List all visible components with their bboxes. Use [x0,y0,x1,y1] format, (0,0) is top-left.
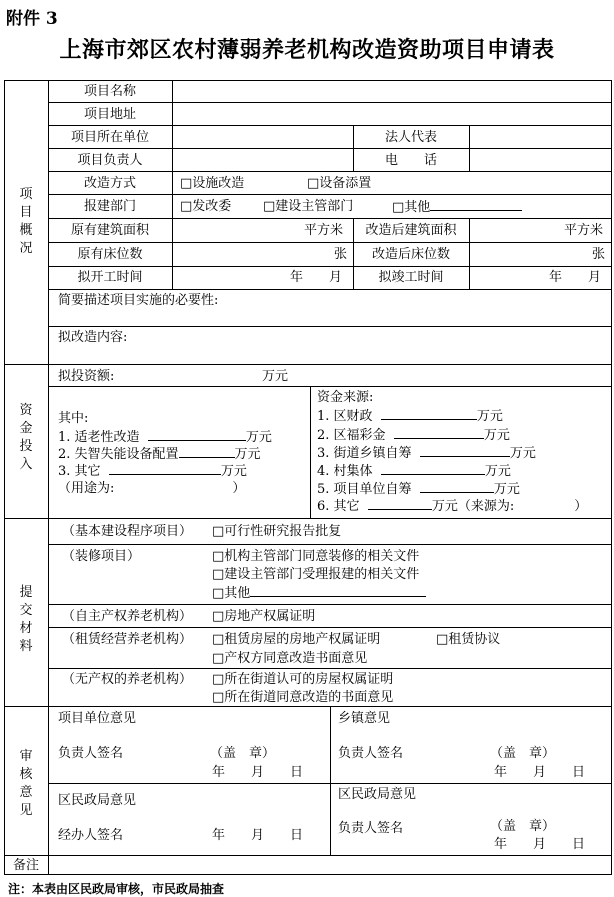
row-line [48,194,612,195]
unit-sqm: 平方米 [304,223,344,238]
row-line [48,218,612,219]
label-new-beds: 改造后床位数 [371,247,450,262]
source-blank[interactable] [420,445,510,457]
form-title: 上海市郊区农村薄弱养老机构改造资助项目申请表 [59,37,555,63]
checkbox-feasibility[interactable]: □可行性研究报告批复 [212,524,342,539]
section-divider [4,364,612,365]
source-lottery [317,427,510,443]
start-year-month: 年 月 [290,270,343,285]
material-row-label: （无产权的养老机构） [62,672,193,687]
column-line [330,706,331,855]
remark-field[interactable] [50,857,610,874]
checkbox-construction-dept[interactable]: □建设主管部门 [263,199,354,214]
label-phone: 电 话 [384,153,437,168]
material-other-text: □其他 [212,586,251,601]
project-address-field[interactable] [174,104,610,123]
remark-label: 备注 [12,858,39,873]
source-unit: 万元 [483,428,510,443]
label-unit: 项目所在单位 [70,130,149,145]
purpose-close: ） [232,481,246,496]
material-other-blank[interactable] [250,585,426,597]
bureau-date: 年 月 日 [494,837,586,852]
label-invest: 拟投资额: [58,369,115,384]
source-blank[interactable] [381,463,485,475]
material-row-label: （装修项目） [62,549,141,564]
source-unit: 万元 [476,409,503,424]
source-street [317,445,536,461]
source-blank[interactable] [368,498,432,510]
row-line [48,289,612,290]
label-start-time: 拟开工时间 [77,270,143,285]
row-line [48,604,612,605]
manager-field[interactable] [174,150,351,169]
row-line [48,171,612,172]
source-blank[interactable] [381,408,477,420]
fund-unit: 万元 [234,447,261,462]
end-year-month: 年 月 [549,270,602,285]
town-date: 年 月 日 [494,765,586,780]
label-orig-area: 原有建筑面积 [70,223,149,238]
row-line [48,266,612,267]
fund-blank[interactable] [179,446,235,458]
section-label-text: 审核意见 [19,749,33,818]
label-manager: 项目负责人 [77,153,143,168]
handler-sign-label: 经办人签名 [58,828,124,843]
unit-date: 年 月 日 [212,765,304,780]
fund-item-text: 3. 其它 [58,464,101,479]
purpose-text: （用途为: [58,481,115,496]
town-opinion-label: 乡镇意见 [338,711,391,726]
label-orig-beds: 原有床位数 [77,247,143,262]
row-line [48,668,612,669]
section-label-materials [4,584,48,656]
section-label-text: 项目概况 [19,187,33,256]
fund-purpose [58,481,245,496]
unit-sqm: 平方米 [564,223,604,238]
checkbox-facility-renovation[interactable]: □设施改造 [180,176,245,191]
label-project-address: 项目地址 [83,107,136,122]
row-line [48,102,612,103]
legal-rep-field[interactable] [471,127,610,146]
section-label-text: 资金投入 [19,403,33,472]
label-end-time: 拟竣工时间 [378,270,444,285]
fund-item-other [58,463,247,479]
source-tail: 万元（来源为: [431,499,515,514]
checkbox-street-property-cert[interactable]: □所在街道认可的房屋权属证明 [212,672,394,687]
label-mode: 改造方式 [83,176,136,191]
row-line [48,544,612,545]
row-line [48,242,612,243]
checkbox-construction-filing[interactable]: □建设主管部门受理报建的相关文件 [212,567,420,582]
fund-item-text: 2. 失智失能设备配置 [58,447,179,462]
unit-sign-label: 负责人签名 [58,746,124,761]
section-label-text: 提交材料 [19,585,33,654]
unit-opinion-label: 项目单位意见 [58,711,137,726]
source-text: 2. 区福彩金 [317,428,386,443]
column-line [310,386,311,518]
project-name-field[interactable] [174,82,610,101]
section-divider [4,518,612,519]
section-label-funding [4,402,48,474]
dept-other-text: □其他 [392,200,431,215]
phone-field[interactable] [471,150,610,169]
checkbox-street-consent[interactable]: □所在街道同意改造的书面意见 [212,690,394,705]
source-blank[interactable] [394,427,484,439]
footer-note: 注：本表由区民政局审核，市民政局抽查 [8,882,225,896]
column-line [172,80,173,289]
row-line [48,326,612,327]
fund-item-dementia [58,446,261,462]
town-seal: （盖 章） [490,746,556,761]
checkbox-lease-agreement[interactable]: □租赁协议 [436,632,501,647]
source-self [317,481,520,497]
source-other [317,498,587,514]
label-new-area: 改造后建筑面积 [365,223,457,238]
checkbox-owner-consent[interactable]: □产权方同意改造书面意见 [212,651,368,666]
source-close: ） [574,499,588,514]
checkbox-leased-property-cert[interactable]: □租赁房屋的房地产权属证明 [212,632,381,647]
bureau-seal: （盖 章） [490,819,556,834]
label-source: 资金来源: [317,390,374,405]
material-row-label: （租赁经营养老机构） [62,632,193,647]
checkbox-property-cert[interactable]: □房地产权属证明 [212,609,316,624]
source-text: 6. 其它 [317,499,360,514]
row-line [48,627,612,628]
unit-seal: （盖 章） [210,746,276,761]
source-district-finance [317,408,503,424]
source-text: 3. 街道乡镇自筹 [317,446,412,461]
checkbox-dept-other[interactable] [392,199,522,215]
column-line [469,125,470,172]
checkbox-ndrc[interactable]: □发改委 [180,199,232,214]
district-opinion-label: 区民政局意见 [58,793,137,808]
district-date: 年 月 日 [212,828,304,843]
row-line [48,386,612,387]
source-text: 4. 村集体 [317,464,373,479]
section-divider [4,706,612,707]
checkbox-material-other[interactable] [212,585,426,601]
fund-blank[interactable] [148,429,246,441]
section-divider [4,855,612,856]
source-text: 5. 项目单位自筹 [317,482,412,497]
fund-blank[interactable] [109,463,221,475]
section-label-review [4,748,48,820]
bureau-opinion-label: 区民政局意见 [338,787,417,802]
invest-unit: 万元 [262,369,289,384]
source-unit: 万元 [509,446,536,461]
source-unit: 万元 [493,482,520,497]
section-label-overview [4,186,48,258]
fund-item-text: 1. 适老性改造 [58,430,140,445]
unit-beds: 张 [334,247,348,262]
column-line [469,218,470,289]
source-text: 1. 区财政 [317,409,373,424]
label-dept: 报建部门 [83,199,136,214]
town-sign-label: 负责人签名 [338,746,404,761]
source-blank[interactable] [420,481,494,493]
bureau-sign-label: 负责人签名 [338,821,404,836]
label-necessity: 简要描述项目实施的必要性: [58,293,219,308]
material-row-label: （基本建设程序项目） [62,524,193,539]
row-line [48,148,612,149]
source-village [317,463,511,479]
label-project-name: 项目名称 [83,84,136,99]
fund-unit: 万元 [245,430,272,445]
attachment-label: 附件 3 [6,9,58,29]
source-unit: 万元 [484,464,511,479]
label-content: 拟改造内容: [58,330,128,345]
unit-field[interactable] [174,127,351,146]
label-among: 其中: [58,411,89,426]
row-line [48,125,612,126]
checkbox-equipment-addition[interactable]: □设备添置 [307,176,372,191]
material-row-label: （自主产权养老机构） [62,609,193,624]
label-legal-rep: 法人代表 [384,130,437,145]
checkbox-decoration-approval[interactable]: □机构主管部门同意装修的相关文件 [212,549,420,564]
fund-unit: 万元 [220,464,247,479]
unit-beds: 张 [592,247,606,262]
fund-item-aging [58,429,272,445]
dept-other-blank[interactable] [430,199,522,211]
